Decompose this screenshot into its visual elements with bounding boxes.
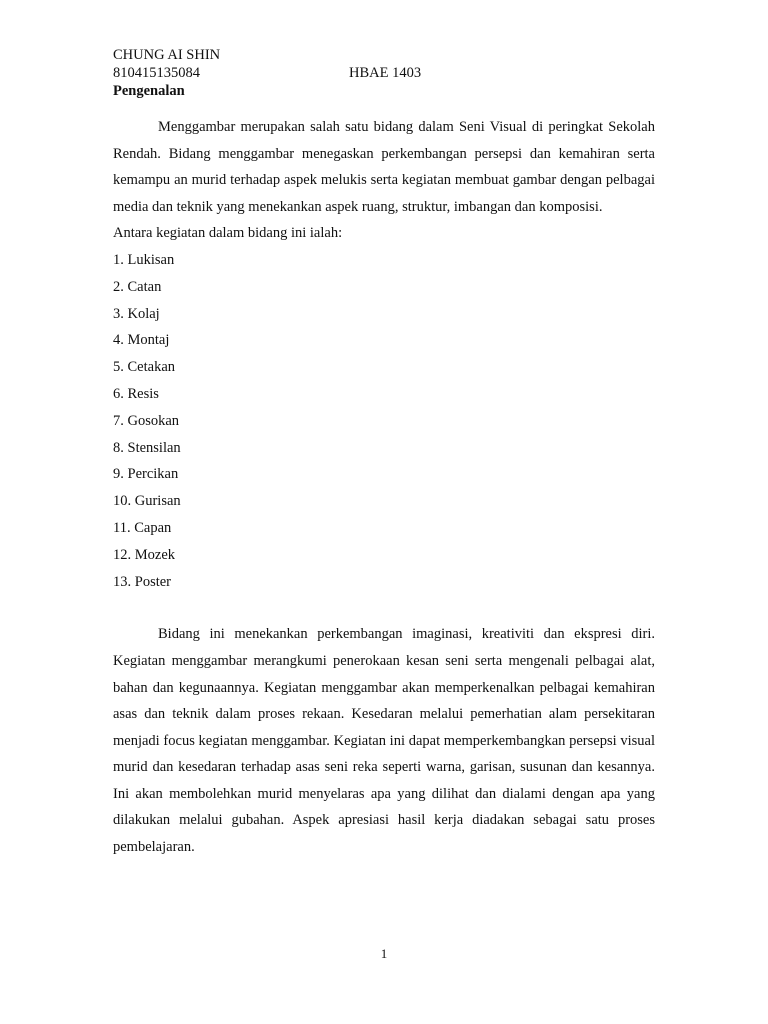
list-item: 4. Montaj [113, 332, 170, 349]
list-item: 9. Percikan [113, 466, 179, 483]
list-item: 6. Resis [113, 385, 159, 402]
intro-paragraph [113, 114, 655, 220]
header-id-line [113, 64, 655, 82]
list-item: 1. Lukisan [113, 251, 175, 268]
page-number: 1 [380, 946, 388, 961]
section-title: Pengenalan [113, 83, 185, 99]
list-item: 3. Kolaj [113, 305, 160, 322]
list-item: 12. Mozek [113, 546, 176, 563]
list-item: 5. Cetakan [113, 359, 176, 376]
list-item: 7. Gosokan [113, 412, 180, 429]
list-item: 8. Stensilan [113, 439, 181, 456]
list-item: 11. Capan [113, 519, 172, 536]
activity-list [113, 247, 655, 595]
intro-paragraph-text: Menggambar merupakan salah satu bidang dalam Seni Visual di peringkat Sekolah Rendah. Bidang menggambar menegaskan perkembangan persepsi dan kemahiran serta kemampu an murid terhadap aspek melukis serta kegiatan membuat gambar dengan pelbagai media dan teknik yang menekankan aspek ruang, struktur, imbangan dan komposisi. [113, 119, 655, 215]
list-item: 2. Catan [113, 278, 162, 295]
body-paragraph [113, 621, 655, 860]
list-intro: Antara kegiatan dalam bidang ini ialah: [113, 225, 343, 242]
author-id-number: 810415135084 [113, 65, 200, 81]
list-item: 13. Poster [113, 573, 171, 590]
body-paragraph-text: Bidang ini menekankan perkembangan imaginasi, kreativiti dan ekspresi diri. Kegiatan menggambar merangkumi penerokaan kesan seni serta mengenali pelbagai alat, bahan dan kegunaannya. Kegiatan menggambar akan memperkenalkan pelbagai kemahiran asas dan teknik dalam proses rekaan. Kesedaran melalui pemerhatian alam persekitaran menjadi focus kegiatan menggambar. Kegiatan ini dapat memperkembangkan persepsi visual murid dan kesedaran terhadap asas seni reka seperti warna, garisan, susunan dan kesannya. Ini akan membolehkan murid menyelaras apa yang dilihat dan dialami dengan apa yang dilakukan melalui gubahan. Aspek apresiasi hasil kerja diadakan sebagai satu proses pembelajaran. [113, 626, 655, 856]
author-name: CHUNG AI SHIN [113, 47, 221, 63]
document-page [113, 46, 655, 861]
course-code: HBAE 1403 [349, 65, 422, 81]
list-item: 10. Gurisan [113, 493, 181, 510]
